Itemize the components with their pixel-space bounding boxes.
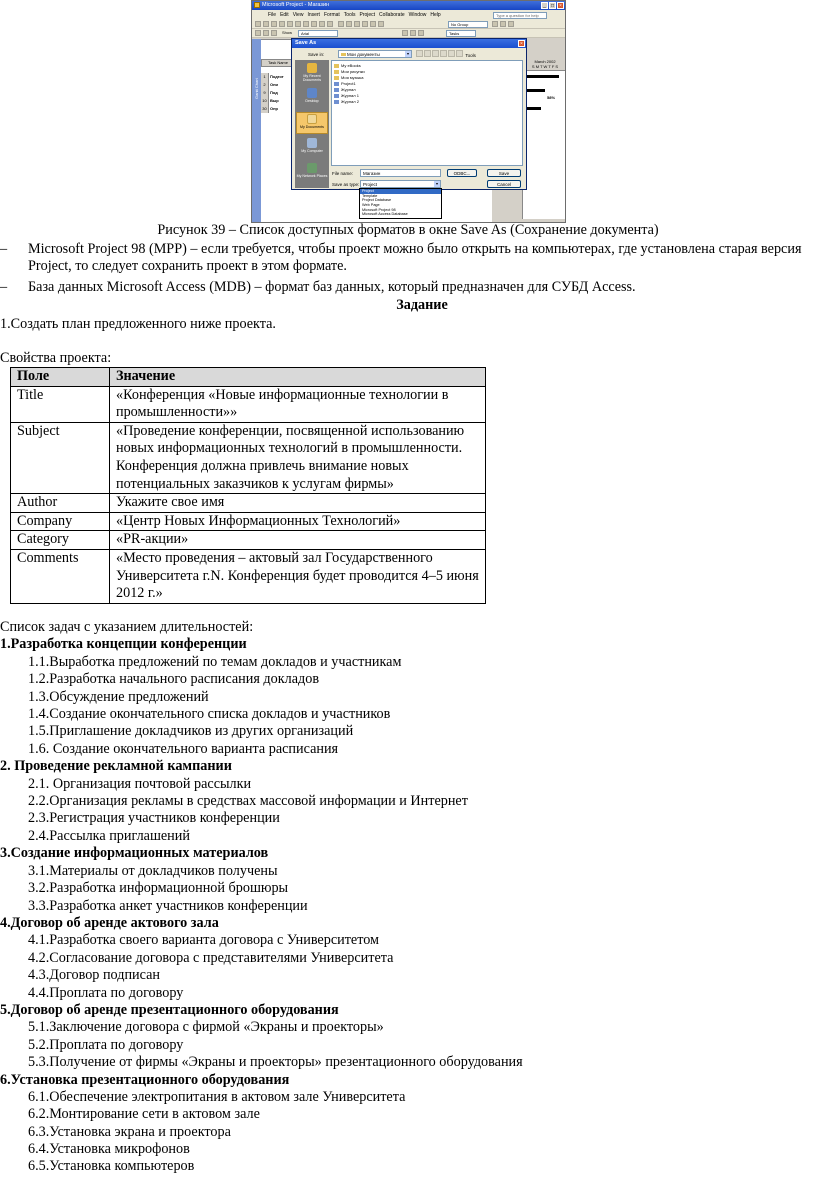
desktop-icon [307,88,317,98]
task-group-title: 3.Создание информационных материалов [0,845,269,861]
formatting-toolbar [252,29,565,38]
show-label[interactable]: Show [282,30,293,35]
bullet-text: База данных Microsoft Access (MDB) – формат баз данных, который предназначен для СУБД Access. [28,279,636,295]
ask-question-input[interactable]: Type a question for help [493,12,547,19]
properties-table [10,367,486,604]
task-item: 1.6. Создание окончательного варианта расписания [28,741,339,757]
table-row [11,549,486,603]
type-option[interactable]: Template [362,193,378,198]
italic-icon[interactable] [410,30,416,36]
save-in-value: Мои документы [347,52,380,57]
dialog-toolbar [416,50,476,59]
column-header: Поле [11,368,110,387]
paste-icon[interactable] [319,21,325,27]
task-item: 2.2.Организация рекламы в средствах массовой информации и Интернет [28,793,468,809]
gantt-timescale [523,59,566,71]
table-cell: «Центр Новых Информационных Технологий» [110,512,486,531]
preview-icon[interactable] [287,21,293,27]
project-file-icon [334,94,339,98]
undo-icon[interactable] [327,21,333,27]
table-cell: Title [11,386,110,422]
places-bar [295,60,329,188]
task-item: 3.1.Материалы от докладчиков получены [28,863,278,879]
row-number: 1 [261,73,269,81]
task-item: 5.2.Проплата по договору [28,1037,184,1053]
menu-window[interactable]: Window [408,12,427,18]
views-icon[interactable] [456,50,463,57]
task-item: 2.4.Рассылка приглашений [28,828,190,844]
row-task-name[interactable]: Опи [270,82,278,87]
task-item: 1.4.Создание окончательного списка докладов и участников [28,706,391,722]
gantt-month: March 2002 [534,59,556,64]
row-number: 2 [261,81,269,89]
place-label: My Network Places [296,174,328,178]
task-item: 4.1.Разработка своего варианта договора с Университетом [28,932,380,948]
file-name: Моя музыка [341,75,364,80]
bold-icon[interactable] [402,30,408,36]
file-name-label: File name: [332,171,354,176]
project-app-icon [254,2,260,8]
props-label: Свойства проекта: [0,350,112,366]
task-group-title: 1.Разработка концепции конференции [0,636,247,652]
place-desktop[interactable] [296,87,328,109]
back-icon[interactable] [416,50,423,57]
task-item: 6.3.Установка экрана и проектора [28,1124,231,1140]
save-as-type-select[interactable] [360,180,441,188]
gantt-bar[interactable] [525,89,545,92]
folder-icon [341,53,346,56]
menu-format[interactable]: Format [323,12,340,18]
group-combo[interactable]: No Group [448,21,488,28]
row-number: 10 [261,97,269,105]
table-cell: Company [11,512,110,531]
file-name: Мои рисунки [341,69,365,74]
window-title: Microsoft Project - Магазин [262,2,330,8]
task-item: 3.3.Разработка анкет участников конференции [28,898,308,914]
outdent-icon[interactable] [255,30,261,36]
task-item: 6.2.Монтирование сети в актовом зале [28,1106,260,1122]
section-heading: Задание [396,297,448,313]
table-row [11,512,486,531]
chevron-down-icon[interactable]: ▾ [406,51,409,56]
spell-icon[interactable] [295,21,301,27]
task-item: 1.1.Выработка предложений по темам докладов и участникам [28,654,402,670]
task-item: 4.3.Договор подписан [28,967,160,983]
menu-tools[interactable]: Tools [343,12,356,18]
open-icon[interactable] [263,21,269,27]
save-as-type-value: Project [363,182,378,187]
recent-docs-icon [307,63,317,73]
dialog-title: Save As [292,39,526,48]
file-name: Project1 [341,81,356,86]
gantt-percent: 58% [547,95,556,100]
gantt-bar[interactable] [525,107,541,110]
type-option[interactable]: Microsoft Access Database [362,212,408,217]
task-group-title: 6.Установка презентационного оборудования [0,1072,290,1088]
type-option[interactable]: Project [360,189,441,194]
save-in-combo[interactable] [338,50,412,58]
task-item: 2.3.Регистрация участников конференции [28,810,280,826]
table-cell: «PR-акции» [110,531,486,550]
ms-project-screenshot [251,0,566,223]
file-name: My eBooks [341,63,361,68]
close-icon[interactable]: × [557,2,564,9]
row-task-name[interactable]: Под [270,90,278,95]
place-my-computer[interactable] [296,137,328,159]
project-file-icon [334,88,339,92]
font-combo[interactable]: Arial [298,30,338,37]
task-group-title: 4.Договор об аренде актового зала [0,915,219,931]
tools-menu[interactable]: Tools [465,53,476,58]
notes-icon[interactable] [370,21,376,27]
task-name-header: Task Name [261,59,295,67]
file-name: Журнал 2 [341,99,359,104]
print-icon[interactable] [279,21,285,27]
table-cell: Comments [11,549,110,603]
column-header: Значение [110,368,486,387]
table-row [11,386,486,422]
table-row [11,494,486,513]
dialog-close-icon[interactable]: × [518,40,525,47]
save-as-type-label: Save as type: [332,182,360,187]
maximize-icon[interactable]: □ [550,3,555,9]
assign-icon[interactable] [378,21,384,27]
view-bar-label: Gantt Chart [254,78,259,99]
folder-icon [334,76,339,80]
type-option[interactable]: Web Page [362,203,380,208]
task-item: 5.3.Получение от фирмы «Экраны и проекторы» презентационного оборудования [28,1054,523,1070]
table-cell: «Место проведения – актовый зал Государственного Университета г.N. Конференция будет проводится 4–5 июня 2012 г.» [110,549,486,603]
cancel-button[interactable]: Cancel [487,180,521,188]
table-cell: Subject [11,422,110,493]
menu-edit[interactable]: Edit [280,12,289,18]
task-item: 6.4.Установка микрофонов [28,1141,190,1157]
file-list [331,60,523,166]
folder-icon [334,70,339,74]
chevron-down-icon[interactable]: ▾ [435,181,438,186]
computer-icon [307,138,317,148]
odbc-button[interactable]: ODBC... [447,169,477,177]
tasks-label: Список задач с указанием длительностей: [0,619,254,635]
task-line: 1.Создать план предложенного ниже проекта. [0,316,276,332]
gantt-days: S M T W T F S [531,64,559,69]
filter-combo[interactable]: Tasks [446,30,476,37]
place-my-documents[interactable] [296,112,328,134]
new-folder-icon[interactable] [448,50,455,57]
table-cell: «Конференция «Новые информационные технологии в промышленности»» [110,386,486,422]
task-item: 1.3.Обсуждение предложений [28,689,209,705]
figure-caption: Рисунок 39 – Список доступных форматов в окне Save As (Сохранение документа) [157,222,659,238]
cut-icon[interactable] [303,21,309,27]
task-item: 6.5.Установка компьютеров [28,1158,195,1174]
task-item: 3.2.Разработка информационной брошюры [28,880,289,896]
task-item: 4.2.Согласование договора с представителями Университета [28,950,394,966]
menu-project[interactable]: Project [359,12,376,18]
minimize-icon[interactable]: _ [541,2,548,9]
row-task-name[interactable]: Опр [270,106,278,111]
save-as-type-dropdown [359,188,442,219]
table-row [11,422,486,493]
menu-insert[interactable]: Insert [307,12,320,18]
search-web-icon[interactable] [432,50,439,57]
bullet-dash: – [0,241,8,257]
type-option[interactable]: Microsoft Project 98 [362,207,396,212]
task-group-title: 2. Проведение рекламной кампании [0,758,232,774]
save-as-dialog [291,38,527,190]
table-cell: Author [11,494,110,513]
task-item: 6.1.Обеспечение электропитания в актовом зале Университета [28,1089,406,1105]
link-icon[interactable] [338,21,344,27]
list-item[interactable] [334,99,359,105]
network-icon [307,163,317,173]
gantt-chart [522,59,566,219]
file-name: Журнал [341,87,356,92]
row-number: 9 [261,89,269,97]
project-file-icon [334,100,339,104]
view-bar [252,39,261,222]
place-label: Desktop [305,99,319,103]
bullet-item [0,279,816,297]
folder-icon [334,64,339,68]
show-icon[interactable] [271,30,277,36]
new-icon[interactable] [255,21,261,27]
zoom-out-icon[interactable] [500,21,506,27]
save-icon[interactable] [271,21,277,27]
row-task-name[interactable]: Подгот [270,74,284,79]
bullet-dash: – [0,279,8,295]
window-titlebar [252,1,565,10]
split-icon[interactable] [354,21,360,27]
place-label: My Recent Documents [302,74,322,82]
task-info-icon[interactable] [362,21,368,27]
task-item: 5.1.Заключение договора с фирмой «Экраны и проекторы» [28,1019,384,1035]
task-item: 2.1. Организация почтовой рассылки [28,776,252,792]
place-recent[interactable] [296,62,328,84]
project-file-icon [334,82,339,86]
standard-toolbar [252,20,565,29]
indent-icon[interactable] [263,30,269,36]
task-item: 4.4.Проплата по договору [28,985,184,1001]
copy-icon[interactable] [311,21,317,27]
table-cell: «Проведение конференции, посвященной использованию новых информационных технологий в промышленности. Конференция должна привлечь внимание новых потенциальных заказчиков к услугам фирмы» [110,422,486,493]
zoom-in-icon[interactable] [492,21,498,27]
bullet-item [0,241,816,277]
table-row [11,531,486,550]
table-cell: Укажите свое имя [110,494,486,513]
table-header-row [11,368,486,387]
table-cell: Category [11,531,110,550]
type-option[interactable]: Project Database [362,198,392,203]
menu-help[interactable]: Help [430,12,441,18]
up-folder-icon[interactable] [424,50,431,57]
goto-task-icon[interactable] [508,21,514,27]
my-documents-icon [307,114,317,124]
save-in-label: Save in: [308,52,325,57]
task-group-title: 5.Договор об аренде презентационного оборудования [0,1002,339,1018]
unlink-icon[interactable] [346,21,352,27]
file-name-input[interactable]: Магазин [360,169,441,177]
menu-view[interactable]: View [292,12,304,18]
place-label: My Computer [301,149,323,153]
file-name: Журнал 1 [341,93,359,98]
place-network[interactable] [296,162,328,184]
menu-file[interactable]: File [268,12,277,18]
task-item: 1.5.Приглашение докладчиков из других организаций [28,723,354,739]
row-number: 30 [261,105,269,113]
row-task-name[interactable]: Выр [270,98,279,103]
bullet-text: Microsoft Project 98 (MPP) – если требуется, чтобы проект можно было открыть на компьютерах, где установлена старая версия Project, то следует сохранить проект в этом формате. [28,241,802,275]
save-button[interactable]: Save [487,169,521,177]
gantt-bar[interactable] [525,75,559,78]
place-label: My Documents [300,125,324,129]
delete-icon[interactable] [440,50,447,57]
menu-collaborate[interactable]: Collaborate [379,12,405,18]
task-item: 1.2.Разработка начального расписания докладов [28,671,320,687]
underline-icon[interactable] [418,30,424,36]
